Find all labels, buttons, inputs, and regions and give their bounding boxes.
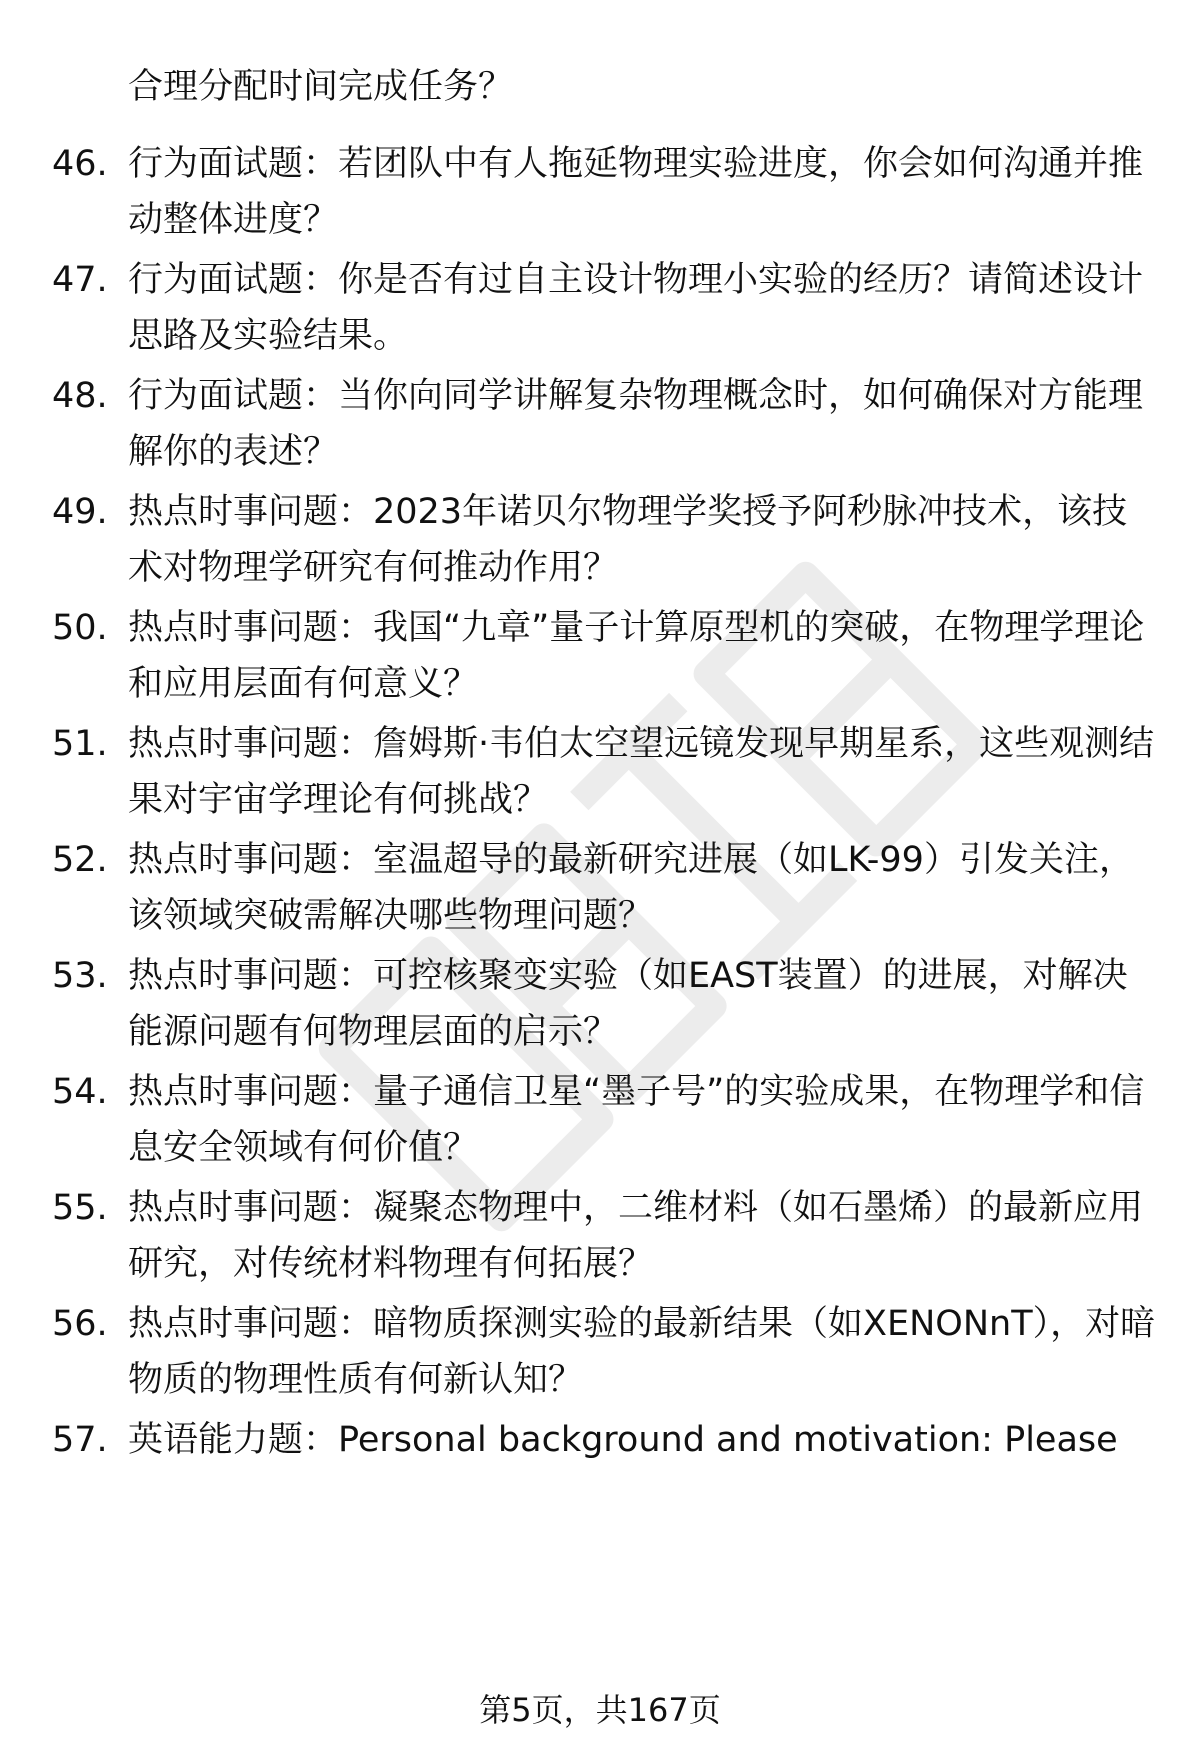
question-item-48: [0, 368, 1200, 484]
question-item-47: [0, 252, 1200, 368]
question-item-46: [0, 136, 1200, 252]
question-number: 56.: [52, 1304, 108, 1344]
question-number: 49.: [52, 492, 108, 532]
question-item-56: [0, 1296, 1200, 1412]
question-number: 51.: [52, 724, 108, 764]
question-item-49: [0, 484, 1200, 600]
question-text: 行为面试题：当你向同学讲解复杂物理概念时，如何确保对方能理解你的表述？: [128, 376, 1144, 472]
question-number: 50.: [52, 608, 108, 648]
question-text: 热点时事问题：我国“九章”量子计算原型机的突破，在物理学理论和应用层面有何意义？: [128, 608, 1145, 704]
question-item-50: [0, 600, 1200, 716]
question-text: 英语能力题：Personal background and motivation: Please: [128, 1420, 1118, 1460]
question-number: 47.: [52, 260, 108, 300]
question-text: 热点时事问题：詹姆斯·韦伯太空望远镜发现早期星系，这些观测结果对宇宙学理论有何挑战？: [128, 724, 1155, 820]
question-text: 行为面试题：你是否有过自主设计物理小实验的经历？请简述设计思路及实验结果。: [128, 260, 1144, 356]
question-text: 热点时事问题：室温超导的最新研究进展（如LK-99）引发关注，该领域突破需解决哪些物理问题？: [128, 840, 1134, 936]
question-text: 热点时事问题：凝聚态物理中，二维材料（如石墨烯）的最新应用研究，对传统材料物理有何拓展？: [128, 1188, 1144, 1284]
question-item-51: [0, 716, 1200, 832]
question-number: 55.: [52, 1188, 108, 1228]
question-item-53: [0, 948, 1200, 1064]
question-text: 热点时事问题：量子通信卫星“墨子号”的实验成果，在物理学和信息安全领域有何价值？: [128, 1072, 1145, 1168]
question-item-55: [0, 1180, 1200, 1296]
question-text: 热点时事问题：2023年诺贝尔物理学奖授予阿秒脉冲技术，该技术对物理学研究有何推动作用？: [128, 492, 1128, 588]
question-text: 行为面试题：若团队中有人拖延物理实验进度，你会如何沟通并推动整体进度？: [128, 144, 1144, 240]
question-number: 46.: [52, 144, 108, 184]
question-number: 57.: [52, 1420, 108, 1460]
question-item-52: [0, 832, 1200, 948]
question-number: 52.: [52, 840, 108, 880]
question-number: 54.: [52, 1072, 108, 1112]
question-item-54: [0, 1064, 1200, 1180]
question-text: 热点时事问题：暗物质探测实验的最新结果（如XENONnT），对暗物质的物理性质有何新认知？: [128, 1304, 1156, 1400]
continuation-text: 合理分配时间完成任务？: [128, 67, 514, 107]
page-number-footer: 第5页，共167页: [479, 1691, 721, 1729]
question-text: 热点时事问题：可控核聚变实验（如EAST装置）的进展，对解决能源问题有何物理层面的启示？: [128, 956, 1128, 1052]
question-number: 48.: [52, 376, 108, 416]
question-item-57: [0, 1412, 1200, 1472]
question-number: 53.: [52, 956, 108, 996]
